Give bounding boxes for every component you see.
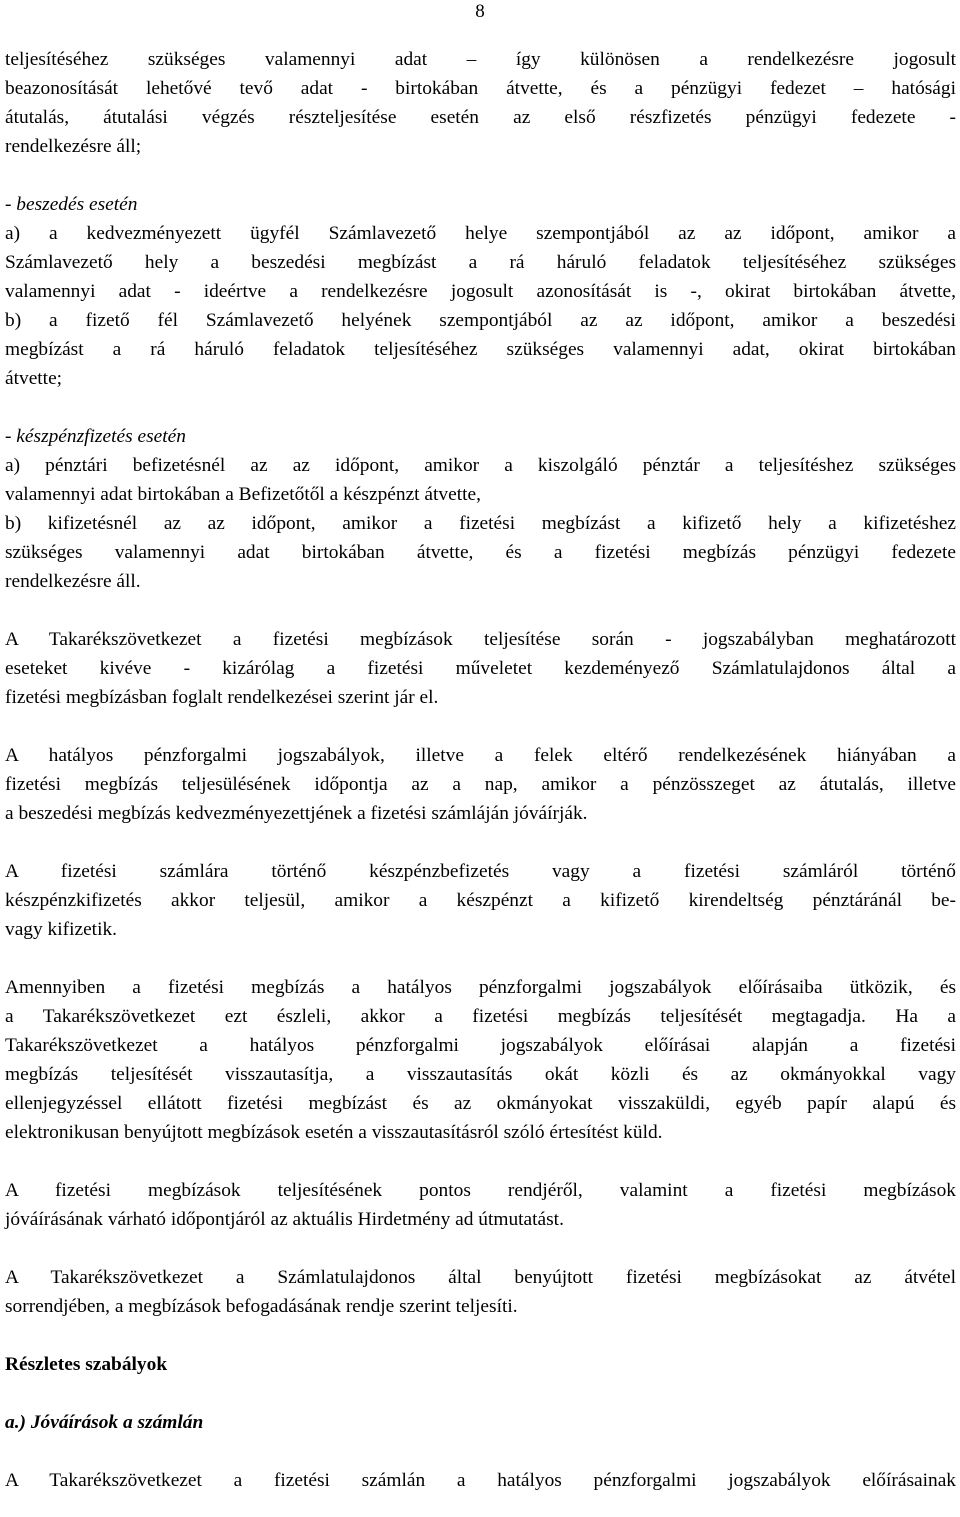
paragraph-credits bbox=[5, 1466, 956, 1495]
text-line: - beszedés esetén bbox=[5, 194, 138, 215]
text-line: átvette; bbox=[5, 368, 63, 389]
paragraph-cash-deposit bbox=[5, 857, 956, 944]
text-line: átutalás, átutalási végzés részteljesítése esetén az első részfizetés pénzügyi fedezete - bbox=[5, 107, 956, 128]
text-line: készpénzkifizetés akkor teljesül, amikor a készpénzt a kifizető kirendeltség pénztáránál be- bbox=[5, 890, 956, 911]
text-line: A Takarékszövetkezet a fizetési megbízások teljesítése során - jogszabályban meghatározott bbox=[5, 629, 956, 650]
paragraph-collection-rules bbox=[5, 219, 956, 393]
paragraph-cash-rules bbox=[5, 451, 956, 596]
paragraph-completion-date bbox=[5, 741, 956, 828]
text-line: Takarékszövetkezet a hatályos pénzforgalmi jogszabályok előírásai alapján a fizetési bbox=[5, 1035, 956, 1056]
section-heading-detailed-rules bbox=[5, 1350, 956, 1379]
text-line: a.) Jóváírások a számlán bbox=[5, 1412, 204, 1433]
text-line: beazonosítását lehetővé tevő adat - birtokában átvette, és a pénzügyi fedezet – hatósági bbox=[5, 78, 956, 99]
text-line: - készpénzfizetés esetén bbox=[5, 426, 186, 447]
text-line: megbízást a rá háruló feladatok teljesítéséhez szükséges valamennyi adat, okirat birtokában bbox=[5, 339, 956, 360]
text-line: valamennyi adat - ideértve a rendelkezésre jogosult azonosítását is -, okirat birtokában átvette, bbox=[5, 281, 956, 302]
text-line: fizetési megbízásban foglalt rendelkezései szerint jár el. bbox=[5, 687, 439, 708]
text-line: ellenjegyzéssel ellátott fizetési megbízást és az okmányokat visszaküldi, egyéb papír alapú és bbox=[5, 1093, 956, 1114]
text-line: rendelkezésre áll; bbox=[5, 136, 142, 157]
paragraph-refusal bbox=[5, 973, 956, 1147]
paragraph-execution-order bbox=[5, 625, 956, 712]
text-line: Részletes szabályok bbox=[5, 1354, 168, 1375]
text-line: elektronikusan benyújtott megbízások esetén a visszautasításról szóló értesítést küld. bbox=[5, 1122, 663, 1143]
text-line: jóváírásának várható időpontjáról az aktuális Hirdetmény ad útmutatást. bbox=[5, 1209, 564, 1230]
text-line: a beszedési megbízás kedvezményezettjének a fizetési számláján jóváírják. bbox=[5, 803, 588, 824]
text-line: A fizetési megbízások teljesítésének pontos rendjéről, valamint a fizetési megbízások bbox=[5, 1180, 956, 1201]
document-body bbox=[5, 45, 956, 1495]
text-line: a) pénztári befizetésnél az az időpont, amikor a kiszolgáló pénztár a teljesítéshez szükséges bbox=[5, 455, 956, 476]
text-line: a Takarékszövetkezet ezt észleli, akkor a fizetési megbízás teljesítését megtagadja. Ha a bbox=[5, 1006, 956, 1027]
text-line: b) kifizetésnél az az időpont, amikor a fizetési megbízást a kifizető hely a kifizetéshez bbox=[5, 513, 956, 534]
text-line: rendelkezésre áll. bbox=[5, 571, 141, 592]
text-line: vagy kifizetik. bbox=[5, 919, 117, 940]
paragraph-receipt-order bbox=[5, 1263, 956, 1321]
text-line: Amennyiben a fizetési megbízás a hatályos pénzforgalmi jogszabályok előírásaiba ütközik, és bbox=[5, 977, 956, 998]
paragraph-announcement bbox=[5, 1176, 956, 1234]
subheading-collection bbox=[5, 190, 956, 219]
text-line: A fizetési számlára történő készpénzbefizetés vagy a fizetési számláról történő bbox=[5, 861, 956, 882]
page-number: 8 bbox=[475, 1, 485, 22]
text-line: teljesítéséhez szükséges valamennyi adat – így különösen a rendelkezésre jogosult bbox=[5, 49, 956, 70]
text-line: A Takarékszövetkezet a Számlatulajdonos által benyújtott fizetési megbízásokat az átvétel bbox=[5, 1267, 956, 1288]
text-line: a) a kedvezményezett ügyfél Számlavezető helye szempontjából az az időpont, amikor a bbox=[5, 223, 956, 244]
subheading-cash-payment bbox=[5, 422, 956, 451]
text-line: Számlavezető hely a beszedési megbízást a rá háruló feladatok teljesítéséhez szükséges bbox=[5, 252, 956, 273]
text-line: eseteket kivéve - kizárólag a fizetési műveletet kezdeményező Számlatulajdonos által a bbox=[5, 658, 956, 679]
text-line: sorrendjében, a megbízások befogadásának rendje szerint teljesíti. bbox=[5, 1296, 518, 1317]
paragraph-fulfillment-conditions bbox=[5, 45, 956, 161]
subsection-heading-credits bbox=[5, 1408, 956, 1437]
text-line: valamennyi adat birtokában a Befizetőtől a készpénzt átvette, bbox=[5, 484, 481, 505]
text-line: b) a fizető fél Számlavezető helyének szempontjából az az időpont, amikor a beszedési bbox=[5, 310, 956, 331]
text-line: megbízás teljesítését visszautasítja, a visszautasítás okát közli és az okmányokkal vagy bbox=[5, 1064, 956, 1085]
text-line: fizetési megbízás teljesülésének időpontja az a nap, amikor a pénzösszeget az átutalás, illetve bbox=[5, 774, 956, 795]
text-line: A Takarékszövetkezet a fizetési számlán a hatályos pénzforgalmi jogszabályok előírásainak bbox=[5, 1470, 956, 1491]
text-line: A hatályos pénzforgalmi jogszabályok, illetve a felek eltérő rendelkezésének hiányában a bbox=[5, 745, 956, 766]
text-line: szükséges valamennyi adat birtokában átvette, és a fizetési megbízás pénzügyi fedezete bbox=[5, 542, 956, 563]
